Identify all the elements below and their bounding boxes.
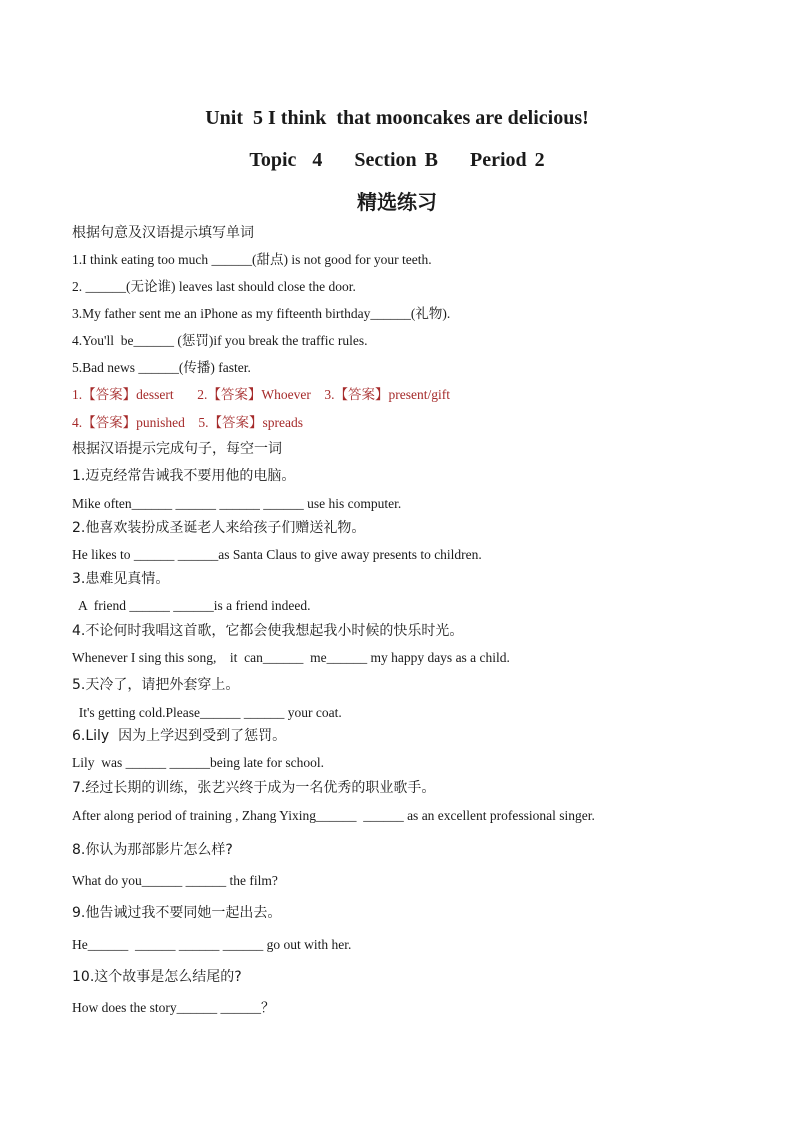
fill-question: 1.I think eating too much ______(甜点) is not good for your teeth. xyxy=(72,252,432,267)
chinese-prompt: 5.天冷了，请把外套穿上。 xyxy=(72,677,240,693)
chinese-prompt: 4.不论何时我唱这首歌，它都会使我想起我小时候的快乐时光。 xyxy=(72,623,464,639)
page-title: Unit 5 I think that mooncakes are delicious! xyxy=(205,107,589,129)
fill-question: 5.Bad news ______(传播) faster. xyxy=(72,360,251,375)
answer-line: 1.【答案】dessert 2.【答案】Whoever 3.【答案】present/gift xyxy=(72,387,450,402)
english-sentence: Lily was ______ ______being late for school. xyxy=(72,755,324,770)
fill-question: 2. ______(无论谁) leaves last should close the door. xyxy=(72,279,356,294)
english-sentence: How does the story______ ______？ xyxy=(72,1000,275,1015)
chinese-prompt: 9.他告诫过我不要同她一起出去。 xyxy=(72,905,282,921)
english-sentence: A friend ______ ______is a friend indeed. xyxy=(72,598,311,613)
english-sentence: It's getting cold.Please______ ______ your coat. xyxy=(72,705,342,720)
english-sentence: What do you______ ______ the film? xyxy=(72,873,278,888)
answer-line: 4.【答案】punished 5.【答案】spreads xyxy=(72,415,303,430)
english-sentence: Whenever I sing this song, it can______ me______ my happy days as a child. xyxy=(72,650,510,665)
chinese-prompt: 1.迈克经常告诫我不要用他的电脑。 xyxy=(72,468,296,484)
fill-question: 3.My father sent me an iPhone as my fifteenth birthday______(礼物). xyxy=(72,306,451,321)
chinese-prompt: 6.Lily 因为上学迟到受到了惩罚。 xyxy=(72,728,287,744)
page-subtitle: Topic 4 Section B Period 2 xyxy=(249,149,545,171)
chinese-prompt: 8.你认为那部影片怎么样? xyxy=(72,842,233,858)
chinese-prompt: 3.患难见真情。 xyxy=(72,571,170,587)
chinese-prompt: 10.这个故事是怎么结尾的? xyxy=(72,969,242,985)
chinese-prompt: 7.经过长期的训练，张艺兴终于成为一名优秀的职业歌手。 xyxy=(72,780,436,796)
english-sentence: Mike often______ ______ ______ ______ use his computer. xyxy=(72,496,402,511)
english-sentence: After along period of training , Zhang Yixing______ ______ as an excellent professional singer. xyxy=(72,808,595,823)
chinese-prompt: 2.他喜欢装扮成圣诞老人来给孩子们赠送礼物。 xyxy=(72,520,366,536)
english-sentence: He likes to ______ ______as Santa Claus to give away presents to children. xyxy=(72,547,482,562)
english-sentence: He______ ______ ______ ______ go out with her. xyxy=(72,937,352,952)
section1-instruction: 根据句意及汉语提示填写单词 xyxy=(72,225,254,241)
fill-question: 4.You'll be______ (惩罚)if you break the traffic rules. xyxy=(72,333,368,348)
section2-instruction: 根据汉语提示完成句子，每空一词 xyxy=(72,441,282,457)
page-heading: 精选练习 xyxy=(357,190,437,214)
